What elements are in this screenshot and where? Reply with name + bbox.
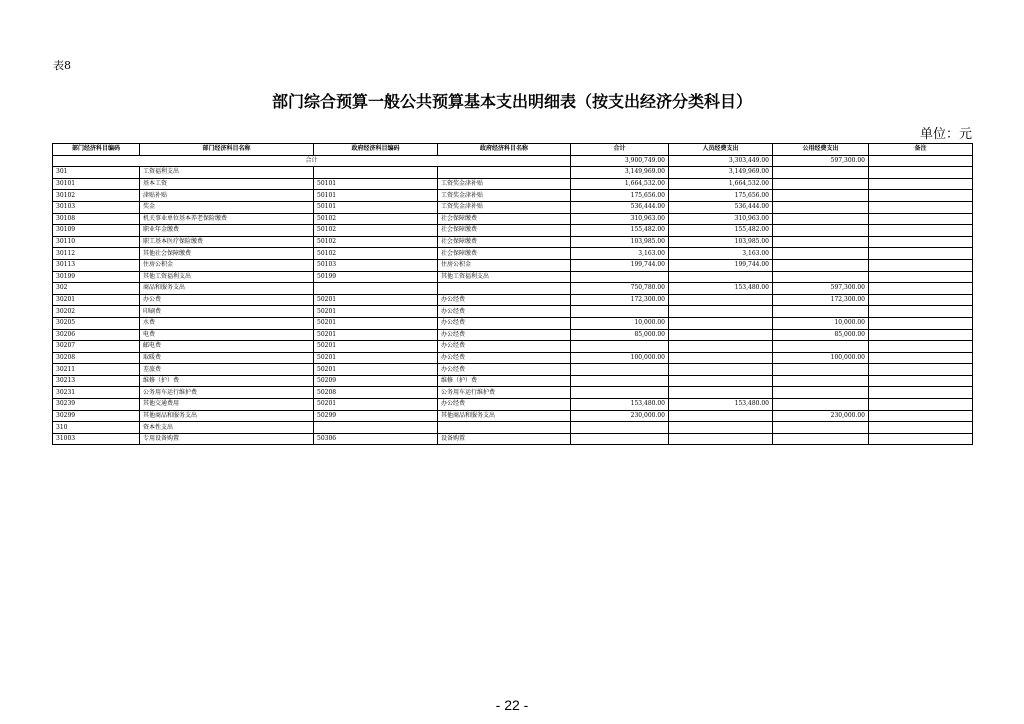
amount-total-cell: 155,482.00 <box>571 225 669 237</box>
note-cell <box>869 236 973 248</box>
dept-name-cell: 资本性支出 <box>140 422 314 434</box>
table-row <box>53 433 973 445</box>
amount-total-cell <box>571 364 669 376</box>
amount-total-cell: 10,000.00 <box>571 317 669 329</box>
amount-total-cell <box>571 433 669 445</box>
total-amount: 3,900,749.00 <box>571 155 669 167</box>
gov-name-cell <box>438 283 571 295</box>
dept-name-cell: 差旅费 <box>140 364 314 376</box>
column-header: 公用经费支出 <box>773 144 869 156</box>
dept-code-cell: 30206 <box>53 329 140 341</box>
amount-public-cell <box>773 375 869 387</box>
amount-total-cell: 750,780.00 <box>571 283 669 295</box>
dept-code-cell: 30108 <box>53 213 140 225</box>
note-cell <box>869 306 973 318</box>
gov-name-cell <box>438 422 571 434</box>
amount-personnel-cell: 3,149,969.00 <box>669 167 773 179</box>
dept-code-cell: 30112 <box>53 248 140 260</box>
note-cell <box>869 399 973 411</box>
amount-public-cell <box>773 399 869 411</box>
column-header: 备注 <box>869 144 973 156</box>
amount-total-cell: 230,000.00 <box>571 410 669 422</box>
note-cell <box>869 422 973 434</box>
gov-name-cell: 办公经费 <box>438 364 571 376</box>
gov-name-cell: 办公经费 <box>438 294 571 306</box>
amount-public-cell: 100,000.00 <box>773 352 869 364</box>
dept-name-cell: 专用设备购置 <box>140 433 314 445</box>
column-header: 政府经济科目名称 <box>438 144 571 156</box>
amount-personnel-cell <box>669 329 773 341</box>
gov-code-cell <box>314 283 438 295</box>
dept-code-cell: 30239 <box>53 399 140 411</box>
dept-name-cell: 取暖费 <box>140 352 314 364</box>
amount-public-cell <box>773 422 869 434</box>
note-cell <box>869 271 973 283</box>
column-header: 政府经济科目编码 <box>314 144 438 156</box>
gov-code-cell: 50201 <box>314 294 438 306</box>
dept-code-cell: 30110 <box>53 236 140 248</box>
amount-personnel-cell: 310,963.00 <box>669 213 773 225</box>
amount-total-cell: 3,163.00 <box>571 248 669 260</box>
dept-name-cell: 津贴补贴 <box>140 190 314 202</box>
gov-code-cell: 50201 <box>314 329 438 341</box>
table-number: 表8 <box>53 59 71 72</box>
dept-code-cell: 310 <box>53 422 140 434</box>
amount-personnel-cell <box>669 364 773 376</box>
gov-code-cell: 50208 <box>314 387 438 399</box>
gov-name-cell: 公务用车运行维护费 <box>438 387 571 399</box>
note-cell <box>869 317 973 329</box>
amount-total-cell <box>571 271 669 283</box>
page-number: - 22 - <box>495 697 529 713</box>
table-row <box>53 259 973 271</box>
gov-name-cell: 其他商品和服务支出 <box>438 410 571 422</box>
amount-personnel-cell <box>669 387 773 399</box>
amount-public-cell <box>773 259 869 271</box>
note-cell <box>869 178 973 190</box>
budget-table <box>52 143 973 445</box>
gov-name-cell: 住房公积金 <box>438 259 571 271</box>
amount-personnel-cell: 155,482.00 <box>669 225 773 237</box>
table-row <box>53 341 973 353</box>
amount-public-cell: 230,000.00 <box>773 410 869 422</box>
table-row <box>53 329 973 341</box>
gov-code-cell: 50101 <box>314 201 438 213</box>
gov-code-cell: 50103 <box>314 259 438 271</box>
dept-name-cell: 其他交通费用 <box>140 399 314 411</box>
gov-name-cell: 办公经费 <box>438 317 571 329</box>
amount-public-cell: 172,300.00 <box>773 294 869 306</box>
amount-public-cell: 10,000.00 <box>773 317 869 329</box>
amount-total-cell: 100,000.00 <box>571 352 669 364</box>
table-row <box>53 178 973 190</box>
gov-name-cell: 办公经费 <box>438 341 571 353</box>
table-row <box>53 236 973 248</box>
dept-name-cell: 基本工资 <box>140 178 314 190</box>
amount-personnel-cell: 175,656.00 <box>669 190 773 202</box>
table-row <box>53 167 973 179</box>
gov-name-cell: 社会保障缴费 <box>438 225 571 237</box>
dept-name-cell: 其他社会保障缴费 <box>140 248 314 260</box>
gov-code-cell: 50102 <box>314 236 438 248</box>
dept-code-cell: 30208 <box>53 352 140 364</box>
note-cell <box>869 201 973 213</box>
table-row <box>53 317 973 329</box>
note-cell <box>869 225 973 237</box>
amount-personnel-cell: 3,163.00 <box>669 248 773 260</box>
table-row <box>53 375 973 387</box>
table-row <box>53 422 973 434</box>
note-cell <box>869 375 973 387</box>
note-cell <box>869 213 973 225</box>
amount-public-cell: 597,300.00 <box>773 283 869 295</box>
gov-name-cell: 社会保障缴费 <box>438 213 571 225</box>
dept-name-cell: 职业年金缴费 <box>140 225 314 237</box>
table-header-row <box>53 144 973 156</box>
note-cell <box>869 410 973 422</box>
dept-name-cell: 印刷费 <box>140 306 314 318</box>
table-row <box>53 213 973 225</box>
table-row <box>53 271 973 283</box>
note-cell <box>869 387 973 399</box>
table-row <box>53 248 973 260</box>
gov-code-cell: 50306 <box>314 433 438 445</box>
amount-public-cell <box>773 306 869 318</box>
gov-name-cell: 办公经费 <box>438 329 571 341</box>
gov-code-cell <box>314 167 438 179</box>
dept-code-cell: 30299 <box>53 410 140 422</box>
note-cell <box>869 329 973 341</box>
dept-code-cell: 30102 <box>53 190 140 202</box>
amount-public-cell <box>773 387 869 399</box>
amount-public-cell <box>773 178 869 190</box>
amount-total-cell <box>571 306 669 318</box>
total-personnel: 3,303,449.00 <box>669 155 773 167</box>
gov-name-cell: 工资奖金津补贴 <box>438 190 571 202</box>
dept-code-cell: 30201 <box>53 294 140 306</box>
amount-public-cell <box>773 364 869 376</box>
dept-code-cell: 30202 <box>53 306 140 318</box>
gov-code-cell: 50102 <box>314 248 438 260</box>
dept-name-cell: 机关事业单位基本养老保险缴费 <box>140 213 314 225</box>
note-cell <box>869 259 973 271</box>
dept-code-cell: 30113 <box>53 259 140 271</box>
note-cell <box>869 341 973 353</box>
gov-name-cell: 维修（护）费 <box>438 375 571 387</box>
amount-public-cell <box>773 190 869 202</box>
gov-code-cell: 50299 <box>314 410 438 422</box>
amount-total-cell: 172,300.00 <box>571 294 669 306</box>
amount-total-cell: 310,963.00 <box>571 213 669 225</box>
gov-code-cell: 50199 <box>314 271 438 283</box>
amount-personnel-cell <box>669 341 773 353</box>
table-row <box>53 306 973 318</box>
amount-public-cell: 85,000.00 <box>773 329 869 341</box>
dept-code-cell: 30103 <box>53 201 140 213</box>
dept-code-cell: 302 <box>53 283 140 295</box>
gov-name-cell: 办公经费 <box>438 306 571 318</box>
table-row <box>53 225 973 237</box>
table-row <box>53 283 973 295</box>
amount-personnel-cell <box>669 433 773 445</box>
dept-name-cell: 电费 <box>140 329 314 341</box>
dept-name-cell: 邮电费 <box>140 341 314 353</box>
note-cell <box>869 190 973 202</box>
unit-label: 单位：元 <box>919 127 972 142</box>
amount-total-cell <box>571 375 669 387</box>
dept-name-cell: 住房公积金 <box>140 259 314 271</box>
amount-total-cell: 199,744.00 <box>571 259 669 271</box>
gov-name-cell: 设备购置 <box>438 433 571 445</box>
amount-total-cell <box>571 387 669 399</box>
gov-code-cell: 50209 <box>314 375 438 387</box>
dept-code-cell: 30211 <box>53 364 140 376</box>
amount-personnel-cell: 536,444.00 <box>669 201 773 213</box>
amount-public-cell <box>773 433 869 445</box>
table-row <box>53 190 973 202</box>
amount-total-cell: 85,000.00 <box>571 329 669 341</box>
dept-code-cell: 30205 <box>53 317 140 329</box>
total-label: 合计 <box>53 155 571 167</box>
table-row <box>53 201 973 213</box>
note-cell <box>869 283 973 295</box>
amount-personnel-cell <box>669 271 773 283</box>
amount-total-cell: 103,985.00 <box>571 236 669 248</box>
amount-public-cell <box>773 271 869 283</box>
amount-personnel-cell: 153,480.00 <box>669 399 773 411</box>
amount-personnel-cell: 1,664,532.00 <box>669 178 773 190</box>
gov-code-cell: 50201 <box>314 317 438 329</box>
dept-code-cell: 30231 <box>53 387 140 399</box>
table-row <box>53 399 973 411</box>
dept-name-cell: 办公费 <box>140 294 314 306</box>
amount-personnel-cell: 153,480.00 <box>669 283 773 295</box>
table-row <box>53 410 973 422</box>
dept-code-cell: 301 <box>53 167 140 179</box>
note-cell <box>869 364 973 376</box>
amount-total-cell <box>571 341 669 353</box>
dept-name-cell: 职工基本医疗保险缴费 <box>140 236 314 248</box>
column-header: 人员经费支出 <box>669 144 773 156</box>
amount-total-cell: 153,480.00 <box>571 399 669 411</box>
note-cell <box>869 433 973 445</box>
amount-public-cell <box>773 236 869 248</box>
gov-code-cell <box>314 422 438 434</box>
dept-name-cell: 商品和服务支出 <box>140 283 314 295</box>
amount-personnel-cell <box>669 352 773 364</box>
table-row <box>53 364 973 376</box>
amount-public-cell <box>773 201 869 213</box>
gov-name-cell: 办公经费 <box>438 352 571 364</box>
amount-public-cell <box>773 213 869 225</box>
amount-personnel-cell <box>669 294 773 306</box>
gov-code-cell: 50101 <box>314 190 438 202</box>
note-cell <box>869 294 973 306</box>
gov-code-cell: 50102 <box>314 225 438 237</box>
document-title: 部门综合预算一般公共预算基本支出明细表（按支出经济分类科目） <box>271 92 752 111</box>
gov-code-cell: 50201 <box>314 352 438 364</box>
amount-total-cell <box>571 422 669 434</box>
dept-code-cell: 30199 <box>53 271 140 283</box>
total-public: 597,300.00 <box>773 155 869 167</box>
table-row <box>53 352 973 364</box>
total-note <box>869 155 973 167</box>
gov-code-cell: 50201 <box>314 364 438 376</box>
gov-name-cell: 工资奖金津补贴 <box>438 201 571 213</box>
amount-personnel-cell <box>669 317 773 329</box>
amount-personnel-cell <box>669 410 773 422</box>
dept-name-cell: 维修（护）费 <box>140 375 314 387</box>
dept-name-cell: 其他商品和服务支出 <box>140 410 314 422</box>
gov-name-cell: 办公经费 <box>438 399 571 411</box>
amount-personnel-cell: 199,744.00 <box>669 259 773 271</box>
total-row <box>53 155 973 167</box>
gov-code-cell: 50201 <box>314 341 438 353</box>
dept-code-cell: 31003 <box>53 433 140 445</box>
dept-name-cell: 公务用车运行维护费 <box>140 387 314 399</box>
gov-code-cell: 50101 <box>314 178 438 190</box>
note-cell <box>869 167 973 179</box>
amount-personnel-cell <box>669 306 773 318</box>
dept-code-cell: 30207 <box>53 341 140 353</box>
gov-name-cell: 其他工资福利支出 <box>438 271 571 283</box>
amount-personnel-cell: 103,985.00 <box>669 236 773 248</box>
amount-total-cell: 3,149,969.00 <box>571 167 669 179</box>
table-row <box>53 387 973 399</box>
dept-name-cell: 奖金 <box>140 201 314 213</box>
amount-public-cell <box>773 341 869 353</box>
amount-personnel-cell <box>669 422 773 434</box>
amount-public-cell <box>773 167 869 179</box>
gov-name-cell: 社会保障缴费 <box>438 248 571 260</box>
gov-name-cell: 工资奖金津补贴 <box>438 178 571 190</box>
gov-name-cell: 社会保障缴费 <box>438 236 571 248</box>
amount-total-cell: 1,664,532.00 <box>571 178 669 190</box>
gov-code-cell: 50201 <box>314 306 438 318</box>
table-row <box>53 294 973 306</box>
gov-code-cell: 50201 <box>314 399 438 411</box>
dept-name-cell: 其他工资福利支出 <box>140 271 314 283</box>
column-header: 部门经济科目编码 <box>53 144 140 156</box>
amount-public-cell <box>773 248 869 260</box>
gov-name-cell <box>438 167 571 179</box>
amount-total-cell: 536,444.00 <box>571 201 669 213</box>
amount-public-cell <box>773 225 869 237</box>
note-cell <box>869 248 973 260</box>
column-header: 合计 <box>571 144 669 156</box>
amount-personnel-cell <box>669 375 773 387</box>
dept-name-cell: 工资福利支出 <box>140 167 314 179</box>
note-cell <box>869 352 973 364</box>
dept-code-cell: 30101 <box>53 178 140 190</box>
column-header: 部门经济科目名称 <box>140 144 314 156</box>
dept-name-cell: 水费 <box>140 317 314 329</box>
amount-total-cell: 175,656.00 <box>571 190 669 202</box>
dept-code-cell: 30213 <box>53 375 140 387</box>
gov-code-cell: 50102 <box>314 213 438 225</box>
dept-code-cell: 30109 <box>53 225 140 237</box>
